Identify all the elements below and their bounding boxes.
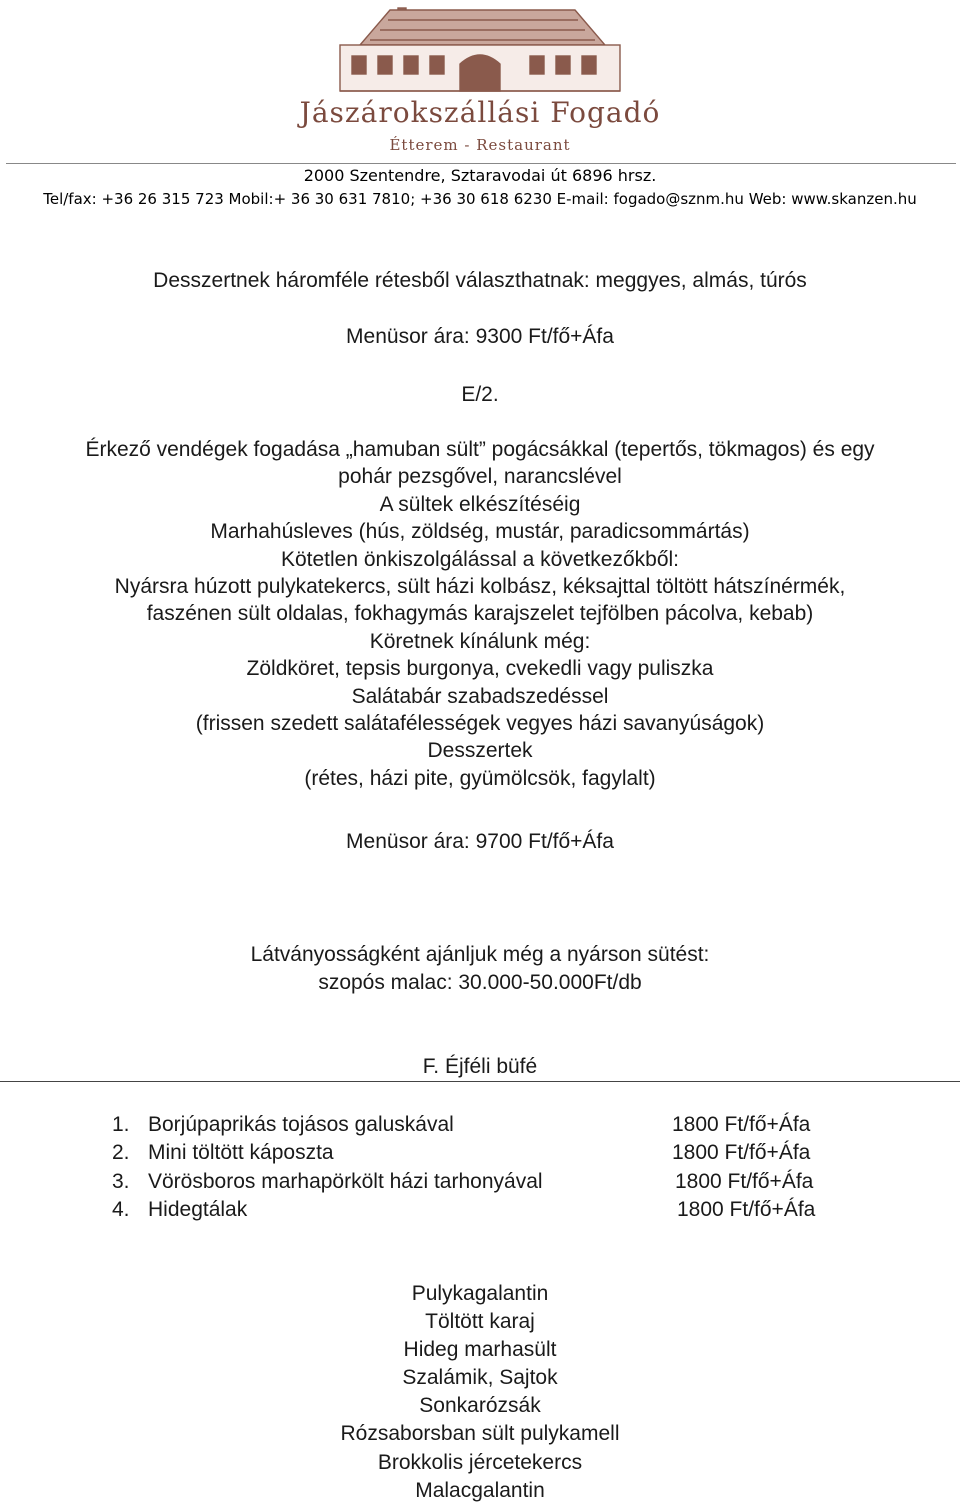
cold-platter-item: Szalámik, Sajtok <box>402 1366 558 1390</box>
address: 2000 Szentendre, Sztaravodai út 6896 hrsz. <box>303 166 657 185</box>
spit-roast-offer: Látványosságként ajánljuk még a nyárson sütést: <box>250 943 710 966</box>
menu-line: Érkező vendégek fogadása „hamuban sült” pogácsákkal (tepertős, tökmagos) és egy <box>85 438 875 461</box>
cold-platter-item: Pulykagalantin <box>411 1282 549 1305</box>
item-price: 1800 Ft/fő+Áfa <box>672 1141 811 1165</box>
menu-line: faszénen sült oldalas, fokhagymás karajszelet tejfölben pácolva, kebab) <box>146 602 814 626</box>
item-name: Vörösboros marhapörkölt házi tarhonyával <box>148 1169 543 1193</box>
menu-line: Kötetlen önkiszolgálással a következőkből: <box>280 547 680 571</box>
menu-line: Salátabár szabadszedéssel <box>351 684 609 708</box>
menu-e2-description <box>0 436 960 792</box>
menu-line: (rétes, házi pite, gyümölcsök, fagylalt) <box>304 766 656 790</box>
menu-price-9700: Menüsor ára: 9700 Ft/fő+Áfa <box>346 830 614 853</box>
item-name: Mini töltött káposzta <box>148 1141 334 1165</box>
menu-line: Marhahúsleves (hús, zöldség, mustár, paradicsommártás) <box>210 520 750 544</box>
brand-subtitle: Étterem - Restaurant <box>389 136 571 154</box>
header-divider <box>6 163 956 164</box>
item-number: 1. <box>112 1113 130 1136</box>
item-price: 1800 Ft/fő+Áfa <box>672 1113 811 1136</box>
section-title-f: F. Éjféli büfé <box>422 1055 538 1078</box>
cold-platter-item: Sonkarózsák <box>419 1394 541 1418</box>
cold-platter-item: Rózsaborsban sült pulykamell <box>340 1422 620 1446</box>
contact-line: Tel/fax: +36 26 315 723 Mobil:+ 36 30 631 7810; +36 30 618 6230 E-mail: fogado@sznm.hu Web: www.skanzen.hu <box>43 190 917 208</box>
cold-platter-item: Töltött karaj <box>425 1310 535 1334</box>
menu-line: Nyársra húzott pulykatekercs, sült házi kolbász, kéksajttal töltött hátszínérmék, <box>114 575 846 599</box>
menu-line: pohár pezsgővel, narancslével <box>338 465 622 489</box>
item-name: Borjúpaprikás tojásos galuskával <box>148 1113 454 1136</box>
section-title-e2: E/2. <box>461 383 499 406</box>
item-number: 3. <box>112 1169 130 1193</box>
suckling-pig-price: szopós malac: 30.000-50.000Ft/db <box>318 971 642 994</box>
item-number: 4. <box>112 1197 130 1221</box>
menu-line: Köretnek kínálunk még: <box>369 629 591 653</box>
cold-platter-item: Brokkolis jércetekercs <box>377 1450 583 1474</box>
cold-platter-item: Hideg marhasült <box>403 1338 557 1362</box>
menu-line: Zöldköret, tepsis burgonya, cvekedli vagy puliszka <box>246 657 714 681</box>
menu-price-9300: Menüsor ára: 9300 Ft/fő+Áfa <box>346 325 614 348</box>
dessert-choice-line: Desszertnek háromféle rétesből választhatnak: meggyes, almás, túrós <box>153 269 807 292</box>
cold-platter-item: Malacgalantin <box>415 1478 545 1502</box>
item-name: Hidegtálak <box>148 1197 248 1221</box>
menu-line: Desszertek <box>427 739 533 763</box>
menu-line: A sültek elkészítéséig <box>379 492 581 516</box>
brand-name: Jászárokszállási Fogadó <box>299 96 661 129</box>
cold-platter-list <box>0 1280 960 1505</box>
section-divider <box>0 1081 960 1082</box>
item-price: 1800 Ft/fő+Áfa <box>677 1197 816 1221</box>
menu-line: (frissen szedett salátafélességek vegyes házi savanyúságok) <box>195 712 765 736</box>
item-number: 2. <box>112 1141 130 1165</box>
item-price: 1800 Ft/fő+Áfa <box>675 1169 814 1193</box>
